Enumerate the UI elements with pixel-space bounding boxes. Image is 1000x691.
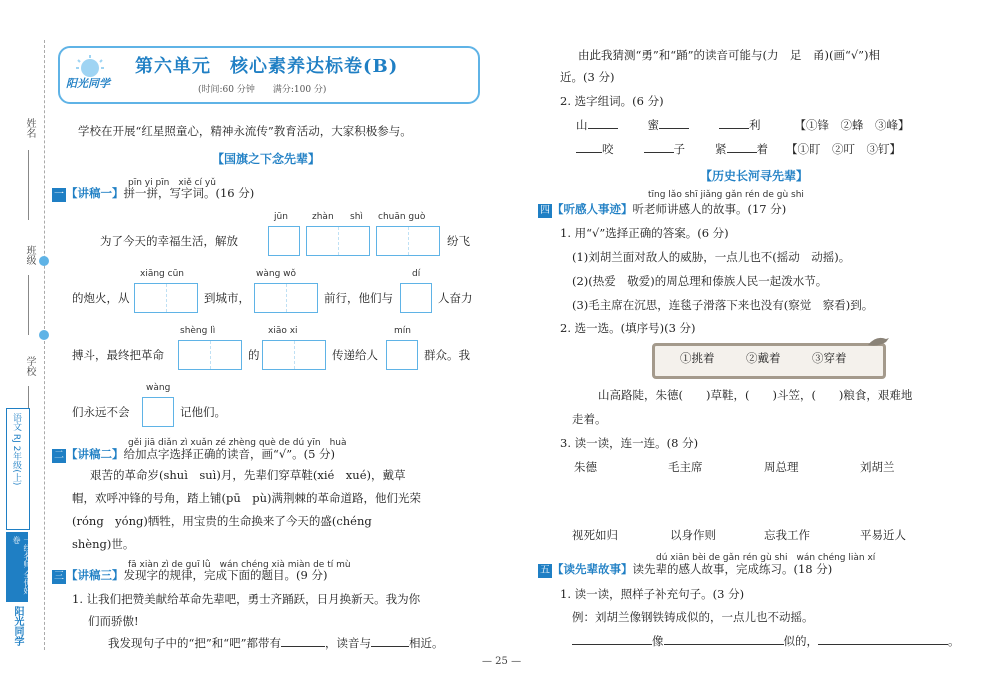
spine-box	[6, 408, 30, 530]
person-name[interactable]: 毛主席	[668, 460, 703, 474]
word-char: 子	[673, 142, 685, 156]
q3-cont-line: 近。(3 分)	[560, 70, 615, 84]
word-char: 利	[749, 118, 761, 132]
fill-text-b: ，读音与	[325, 636, 372, 650]
q1-row2-text-a: 的炮火，从	[72, 291, 130, 305]
q1-row4-text-a: 们永远不会	[72, 405, 130, 419]
pinyin-xiaoxi: xiāo xi	[268, 326, 298, 336]
fill-text: 。	[948, 634, 960, 648]
answer-blank[interactable]	[719, 128, 749, 129]
answer-blank[interactable]	[818, 644, 948, 645]
q4-badge: 四	[540, 205, 550, 216]
q1-row3-text-a: 搏斗，最终把革命	[72, 348, 164, 362]
hole-marker	[39, 256, 49, 266]
q5-text: 读先辈的感人故事，完成练习。(18 分)	[632, 562, 833, 576]
pinyin-wangwo: wàng wǒ	[256, 269, 297, 279]
q3-item2-title: 2. 选字组词。(6 分)	[560, 94, 664, 108]
q3-item2-row2	[576, 140, 901, 158]
q2-line: 帽，欢呼冲锋的号角，踏上铺(pū pù)满荆棘的革命道路，他们光荣	[72, 491, 422, 505]
page-title: 第六单元 核心素养达标卷(B)	[135, 56, 399, 77]
answer-blank[interactable]	[727, 152, 757, 153]
option-item: ③穿着	[812, 351, 847, 365]
q1-row3-text-b: 的	[248, 348, 260, 362]
q5-example: 例：刘胡兰像钢铁铸成似的，一点儿也不动摇。	[572, 610, 814, 624]
q1-text: 拼一拼，写字词。(16 分)	[123, 186, 255, 200]
pinyin-shi: shì	[350, 212, 363, 222]
pinyin-wang: wàng	[146, 383, 171, 393]
q2-badge: 二	[54, 450, 64, 461]
class-blank	[28, 275, 29, 335]
answer-blank[interactable]	[588, 128, 618, 129]
school-label: 学校	[24, 356, 35, 376]
q2-line: (róng yóng)牺牲，用宝贵的生命换来了今天的盛(chéng	[72, 514, 372, 528]
q5-fill	[572, 632, 960, 650]
bird-icon	[866, 334, 890, 353]
answer-blank[interactable]	[659, 128, 689, 129]
q5-heading	[538, 560, 832, 578]
name-blank	[28, 150, 29, 220]
trait-phrase[interactable]: 忘我工作	[764, 528, 810, 542]
option-item: ②戴着	[746, 351, 781, 365]
q1-label: 【讲稿一】	[66, 186, 124, 200]
q3-pinyin: fā xiàn zì de guī lǜ wán chéng xià miàn de tí mù	[128, 560, 351, 570]
q3-item1-fill	[108, 634, 444, 652]
binding-strip	[0, 0, 58, 691]
page-number: — 25 —	[482, 656, 522, 667]
char-box[interactable]	[386, 340, 418, 370]
q4-item1-line: (1)刘胡兰面对敌人的威胁，一点儿也不(摇动 动摇)。	[572, 250, 851, 264]
fill-text: 像	[652, 634, 664, 648]
char-box[interactable]	[142, 397, 174, 427]
q3-text: 发现字的规律，完成下面的题目。(9 分)	[123, 568, 328, 582]
q1-row1-text-b: 纷飞	[447, 234, 470, 248]
fill-text-c: 相近。	[409, 636, 444, 650]
page-subtitle: (时间:60 分钟 满分:100 分)	[198, 85, 327, 95]
q3-heading	[52, 566, 327, 584]
q4-item1: 1. 用“√”选择正确的答案。(6 分)	[560, 226, 729, 240]
char-box-2[interactable]	[262, 340, 326, 370]
q2-line: 艰苦的革命岁(shuì suì)月，先辈们穿草鞋(xié xué)，戴草	[90, 468, 406, 482]
pinyin-shengli: shèng lì	[180, 326, 216, 336]
series-box	[6, 532, 32, 602]
q3-label: 【讲稿三】	[66, 568, 124, 582]
word-char: 山	[576, 118, 588, 132]
option-set: 【①盯 ②叮 ③钉】	[786, 142, 901, 156]
word-char: 蜜	[647, 118, 659, 132]
answer-blank[interactable]	[371, 646, 409, 647]
q4-pinyin: tīng lǎo shī jiǎng gǎn rén de gù shi	[648, 190, 804, 200]
q2-line: shèng)世。	[72, 537, 135, 551]
option-item: ①挑着	[680, 351, 715, 365]
q2-pinyin: gěi jiā diǎn zì xuǎn zé zhèng què de dú yīn huà	[128, 438, 347, 448]
hole-marker	[39, 330, 49, 340]
class-label: 班级	[24, 245, 35, 265]
pinyin-xiangcun: xiāng cūn	[140, 269, 184, 279]
char-box-2[interactable]	[178, 340, 242, 370]
q1-row4-text-b: 记他们。	[180, 405, 226, 419]
q3-cont-line: 由此我猜测“勇”和“踊”的读音可能与(力 足 甬)(画“√”)相	[578, 48, 881, 62]
logo-text: 阳光同学	[66, 77, 110, 90]
series-text: 一线名师 全优好卷	[12, 536, 32, 595]
q4-item2-line: 山高路陡，朱德( )草鞋，( )斗笠，( )粮食，艰难地	[598, 388, 913, 402]
q4-heading	[538, 200, 786, 218]
sun-icon	[64, 54, 120, 94]
char-box[interactable]	[400, 283, 432, 313]
brand-logo	[64, 54, 120, 94]
trait-phrase[interactable]: 平易近人	[860, 528, 906, 542]
answer-blank[interactable]	[644, 152, 674, 153]
pinyin-di: dí	[412, 269, 421, 279]
pinyin-chuanguo: chuān guò	[378, 212, 426, 222]
person-name[interactable]: 周总理	[764, 460, 799, 474]
answer-blank[interactable]	[664, 644, 784, 645]
answer-blank[interactable]	[281, 646, 325, 647]
q1-heading	[52, 184, 254, 202]
answer-blank[interactable]	[572, 644, 652, 645]
q1-row3-text-c: 传递给人	[332, 348, 378, 362]
q3-item1-line: 们而骄傲!	[88, 614, 139, 628]
word-char: 紧	[715, 142, 727, 156]
q1-row2-text-d: 人奋力	[438, 291, 473, 305]
q2-label: 【讲稿二】	[66, 447, 124, 461]
section-title-2: 【历史长河寻先辈】	[700, 169, 809, 183]
intro-text: 学校在开展“红星照童心，精神永流传”教育活动，大家积极参与。	[78, 124, 412, 138]
person-name[interactable]: 朱德	[574, 460, 597, 474]
q3-badge: 三	[54, 571, 64, 582]
q3-item2-row1	[576, 116, 910, 134]
char-box[interactable]	[268, 226, 300, 256]
q4-item2-line: 走着。	[572, 412, 607, 426]
brand-text: 阳光同学	[12, 606, 23, 646]
char-box-2[interactable]	[376, 226, 440, 256]
q4-item2: 2. 选一选。(填序号)(3 分)	[560, 321, 696, 335]
fill-text-a: 我发现句子中的“把”和“吧”都带有	[108, 636, 282, 650]
cut-line	[44, 40, 45, 650]
q4-text: 听老师讲感人的故事。(17 分)	[632, 202, 787, 216]
q2-heading	[52, 445, 335, 463]
q1-row1-text-a: 为了今天的幸福生活，解放	[100, 234, 238, 248]
q5-badge: 五	[540, 565, 550, 576]
section-title-1: 【国旗之下念先辈】	[212, 152, 321, 166]
char-box-2[interactable]	[134, 283, 198, 313]
q1-row3-text-d: 群众。我	[424, 348, 470, 362]
q5-label: 【读先辈故事】	[552, 562, 633, 576]
name-label: 姓名	[24, 118, 35, 138]
trait-phrase[interactable]: 视死如归	[572, 528, 618, 542]
q1-badge: 一	[54, 189, 64, 200]
q2-text: 给加点字选择正确的读音，画“√”。(5 分)	[123, 447, 336, 461]
pinyin-min: mín	[394, 326, 411, 336]
word-char: 咬	[602, 142, 614, 156]
q5-pinyin: dú xiān bèi de gǎn rén gù shi wán chéng liàn xí	[656, 553, 876, 563]
q3-item1-line: 1. 让我们把赞美献给革命先辈吧，勇士齐踊跃，日月换新天。我为你	[72, 592, 421, 606]
char-box-2[interactable]	[254, 283, 318, 313]
q4-item1-line: (3)毛主席在沉思，连毯子滑落下来也没有(察觉 察看)到。	[572, 298, 874, 312]
q1-row2-text-c: 前行，他们与	[324, 291, 393, 305]
person-name[interactable]: 刘胡兰	[860, 460, 895, 474]
pinyin-zhan: zhàn	[312, 212, 334, 222]
option-set: 【①锋 ②蜂 ③峰】	[794, 118, 910, 132]
q4-item3: 3. 读一读，连一连。(8 分)	[560, 436, 699, 450]
q5-item1: 1. 读一读，照样子补充句子。(3 分)	[560, 587, 745, 601]
pinyin-jun: jūn	[274, 212, 288, 222]
spine-text: 语文 RJ 2年级(上)	[11, 413, 21, 486]
q4-item1-line: (2)(热爱 敬爱)的周总理和傣族人民一起泼水节。	[572, 274, 828, 288]
q1-pinyin: pīn yi pīn xiě cí yǔ	[128, 178, 216, 188]
fill-text: 似的，	[783, 634, 818, 648]
char-box-2[interactable]	[306, 226, 370, 256]
answer-blank[interactable]	[576, 152, 602, 153]
word-char: 着	[756, 142, 768, 156]
trait-phrase[interactable]: 以身作则	[670, 528, 716, 542]
q4-label: 【听感人事迹】	[552, 202, 633, 216]
q1-row2-text-b: 到城市，	[204, 291, 250, 305]
